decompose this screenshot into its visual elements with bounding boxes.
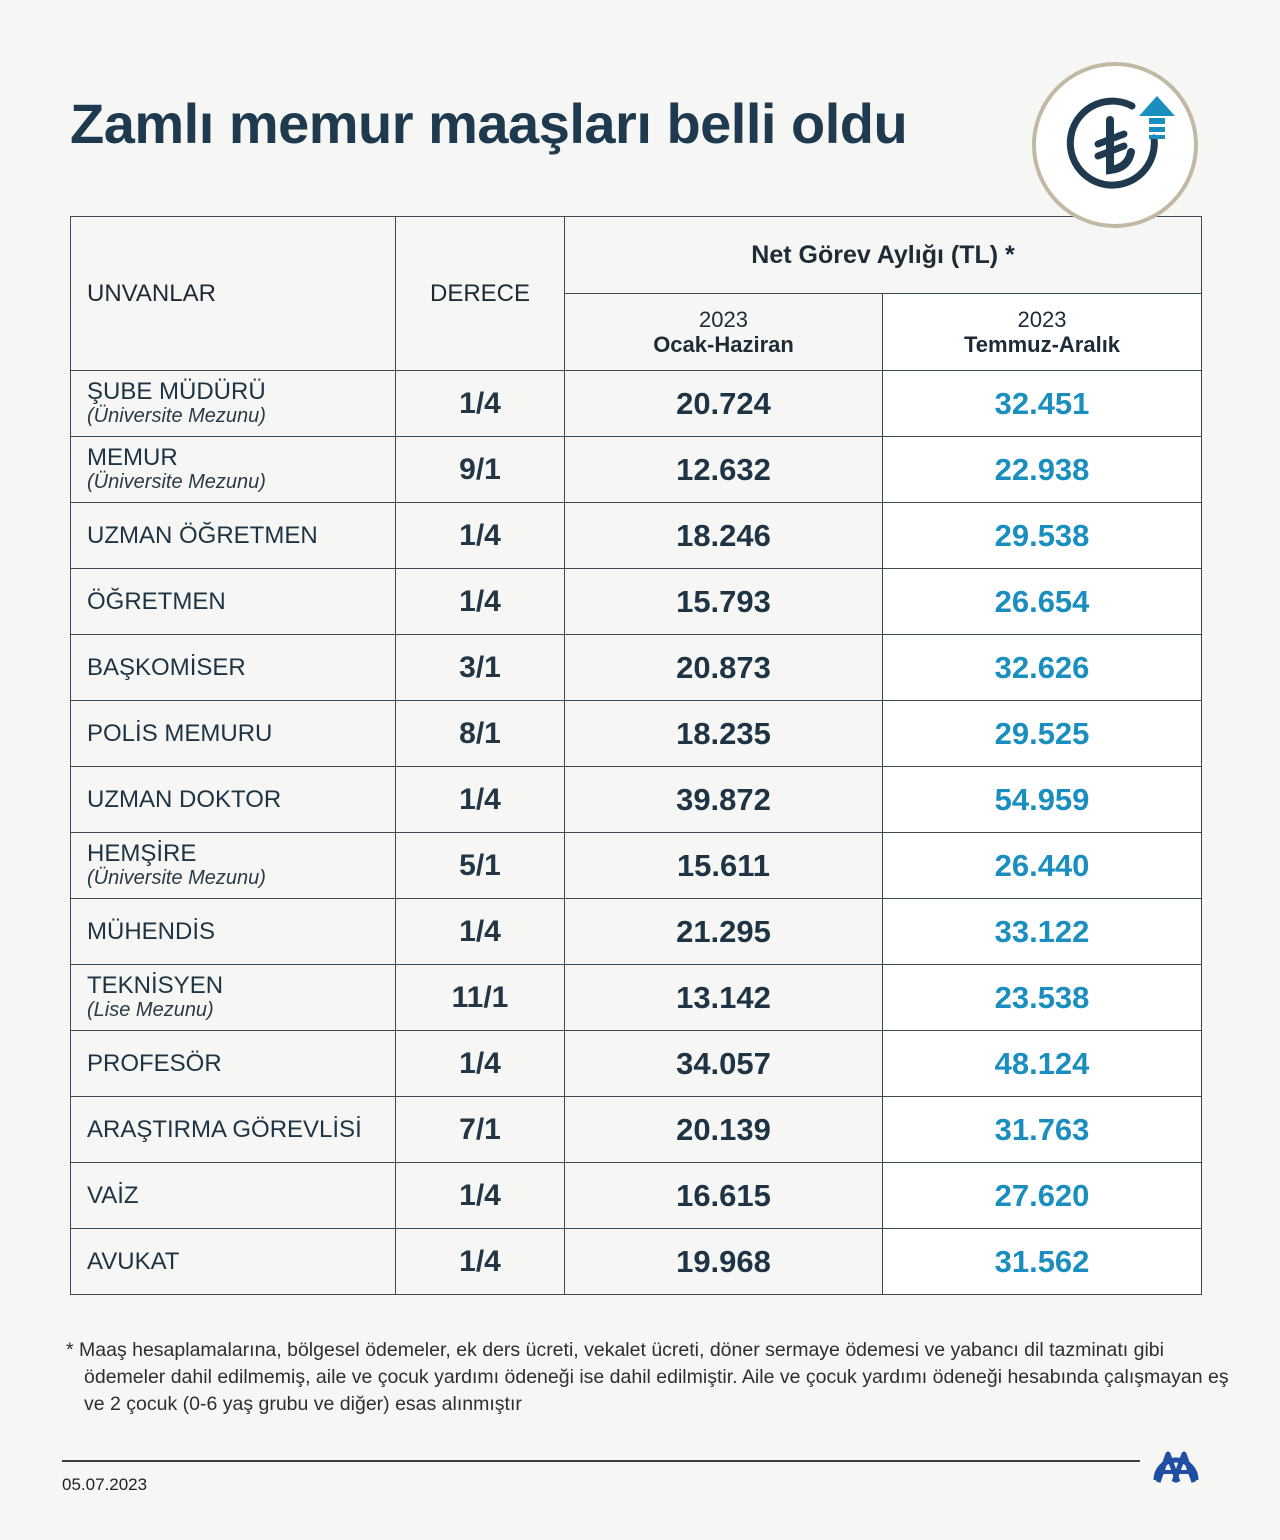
title-cell <box>71 1229 396 1295</box>
title-name: TEKNİSYEN <box>87 972 224 1000</box>
table-row <box>71 701 1202 767</box>
salary-ocak-haziran: 20.139 <box>565 1097 883 1163</box>
table-row <box>71 767 1202 833</box>
salary-ocak-haziran: 15.611 <box>565 833 883 899</box>
derece-cell: 7/1 <box>396 1097 565 1163</box>
title-education: (Üniversite Mezunu) <box>87 866 266 889</box>
title-name: MEMUR <box>87 444 178 472</box>
derece-cell: 1/4 <box>396 503 565 569</box>
salary-ocak-haziran: 39.872 <box>565 767 883 833</box>
table-row <box>71 1229 1202 1295</box>
salary-ocak-haziran: 13.142 <box>565 965 883 1031</box>
title-cell <box>71 635 396 701</box>
table-row <box>71 371 1202 437</box>
title-cell <box>71 371 396 437</box>
header-derece: DERECE <box>396 217 565 371</box>
table-row <box>71 965 1202 1031</box>
table-row <box>71 899 1202 965</box>
header-temmuz-aralik <box>883 294 1202 371</box>
table-row <box>71 833 1202 899</box>
title-name: PROFESÖR <box>87 1049 222 1077</box>
salary-ocak-haziran: 21.295 <box>565 899 883 965</box>
derece-cell: 3/1 <box>396 635 565 701</box>
footnote: * Maaş hesaplamalarına, bölgesel ödemeler, ek ders ücreti, vekalet ücreti, döner sermaye ödemesi ve yabancı dil tazminatı gibi ödemeler dahil edilmemiş, aile ve çocuk yardımı ödeneği ise dahil edilmiştir. Aile ve çocuk yardımı ödeneği hesabında çalışmayan eş ve 2 çocuk (0-6 yaş grubu ve diğer) esas alınmıştır <box>66 1339 1229 1415</box>
title-cell <box>71 437 396 503</box>
title-cell <box>71 1031 396 1097</box>
header-ocak-haziran <box>565 294 883 371</box>
salary-ocak-haziran: 16.615 <box>565 1163 883 1229</box>
title-cell <box>71 569 396 635</box>
salary-table <box>70 216 1202 1295</box>
salary-ocak-haziran: 20.873 <box>565 635 883 701</box>
derece-cell: 11/1 <box>396 965 565 1031</box>
lira-increase-badge <box>1032 62 1198 228</box>
title-name: ŞUBE MÜDÜRÜ <box>87 378 266 406</box>
period1-label: Ocak-Haziran <box>653 332 794 357</box>
title-cell <box>71 701 396 767</box>
salary-temmuz-aralik: 32.451 <box>883 371 1202 437</box>
salary-ocak-haziran: 15.793 <box>565 569 883 635</box>
salary-temmuz-aralik: 26.654 <box>883 569 1202 635</box>
title-name: AVUKAT <box>87 1247 180 1275</box>
salary-temmuz-aralik: 48.124 <box>883 1031 1202 1097</box>
derece-cell: 1/4 <box>396 767 565 833</box>
table-row <box>71 1031 1202 1097</box>
salary-temmuz-aralik: 31.763 <box>883 1097 1202 1163</box>
title-name: BAŞKOMİSER <box>87 653 246 681</box>
title-cell <box>71 899 396 965</box>
salary-temmuz-aralik: 23.538 <box>883 965 1202 1031</box>
title-cell <box>71 503 396 569</box>
title-cell <box>71 1163 396 1229</box>
footer-divider <box>62 1460 1140 1462</box>
derece-cell: 5/1 <box>396 833 565 899</box>
lira-increase-icon <box>1036 66 1194 224</box>
table-row <box>71 437 1202 503</box>
title-education: (Lise Mezunu) <box>87 998 214 1021</box>
title-cell <box>71 965 396 1031</box>
period2-year: 2023 <box>1017 306 1067 332</box>
salary-temmuz-aralik: 22.938 <box>883 437 1202 503</box>
salary-temmuz-aralik: 31.562 <box>883 1229 1202 1295</box>
salary-ocak-haziran: 12.632 <box>565 437 883 503</box>
title-name: MÜHENDİS <box>87 917 216 945</box>
table-row <box>71 1163 1202 1229</box>
derece-cell: 1/4 <box>396 1229 565 1295</box>
period2-label: Temmuz-Aralık <box>963 332 1121 357</box>
derece-cell: 1/4 <box>396 1163 565 1229</box>
title-name: POLİS MEMURU <box>87 719 273 747</box>
derece-cell: 1/4 <box>396 371 565 437</box>
title-cell <box>71 1097 396 1163</box>
title-name: ARAŞTIRMA GÖREVLİSİ <box>87 1115 362 1143</box>
title-cell <box>71 833 396 899</box>
header-net-gorev-ayligi: Net Görev Aylığı (TL) * <box>565 217 1202 294</box>
salary-temmuz-aralik: 27.620 <box>883 1163 1202 1229</box>
aa-logo-icon <box>1150 1440 1202 1486</box>
derece-cell: 9/1 <box>396 437 565 503</box>
publish-date: 05.07.2023 <box>62 1475 148 1494</box>
salary-ocak-haziran: 18.235 <box>565 701 883 767</box>
table-row <box>71 1097 1202 1163</box>
aa-logo <box>1150 1440 1202 1491</box>
header-unvanlar: UNVANLAR <box>71 217 396 371</box>
salary-ocak-haziran: 20.724 <box>565 371 883 437</box>
title-name: UZMAN ÖĞRETMEN <box>87 521 318 549</box>
salary-temmuz-aralik: 29.538 <box>883 503 1202 569</box>
derece-cell: 8/1 <box>396 701 565 767</box>
title-name: ÖĞRETMEN <box>87 587 226 615</box>
title-cell <box>71 767 396 833</box>
salary-temmuz-aralik: 33.122 <box>883 899 1202 965</box>
salary-temmuz-aralik: 26.440 <box>883 833 1202 899</box>
salary-temmuz-aralik: 54.959 <box>883 767 1202 833</box>
salary-ocak-haziran: 34.057 <box>565 1031 883 1097</box>
derece-cell: 1/4 <box>396 569 565 635</box>
period1-year: 2023 <box>699 306 748 332</box>
page-title: Zamlı memur maaşları belli oldu <box>70 92 908 155</box>
title-name: UZMAN DOKTOR <box>87 785 282 813</box>
title-education: (Üniversite Mezunu) <box>87 470 266 493</box>
derece-cell: 1/4 <box>396 1031 565 1097</box>
title-name: VAİZ <box>87 1181 139 1209</box>
salary-temmuz-aralik: 29.525 <box>883 701 1202 767</box>
salary-temmuz-aralik: 32.626 <box>883 635 1202 701</box>
title-name: HEMŞİRE <box>87 840 197 868</box>
table-row <box>71 569 1202 635</box>
derece-cell: 1/4 <box>396 899 565 965</box>
table-row <box>71 635 1202 701</box>
table-row <box>71 503 1202 569</box>
salary-ocak-haziran: 19.968 <box>565 1229 883 1295</box>
salary-ocak-haziran: 18.246 <box>565 503 883 569</box>
title-education: (Üniversite Mezunu) <box>87 404 266 427</box>
